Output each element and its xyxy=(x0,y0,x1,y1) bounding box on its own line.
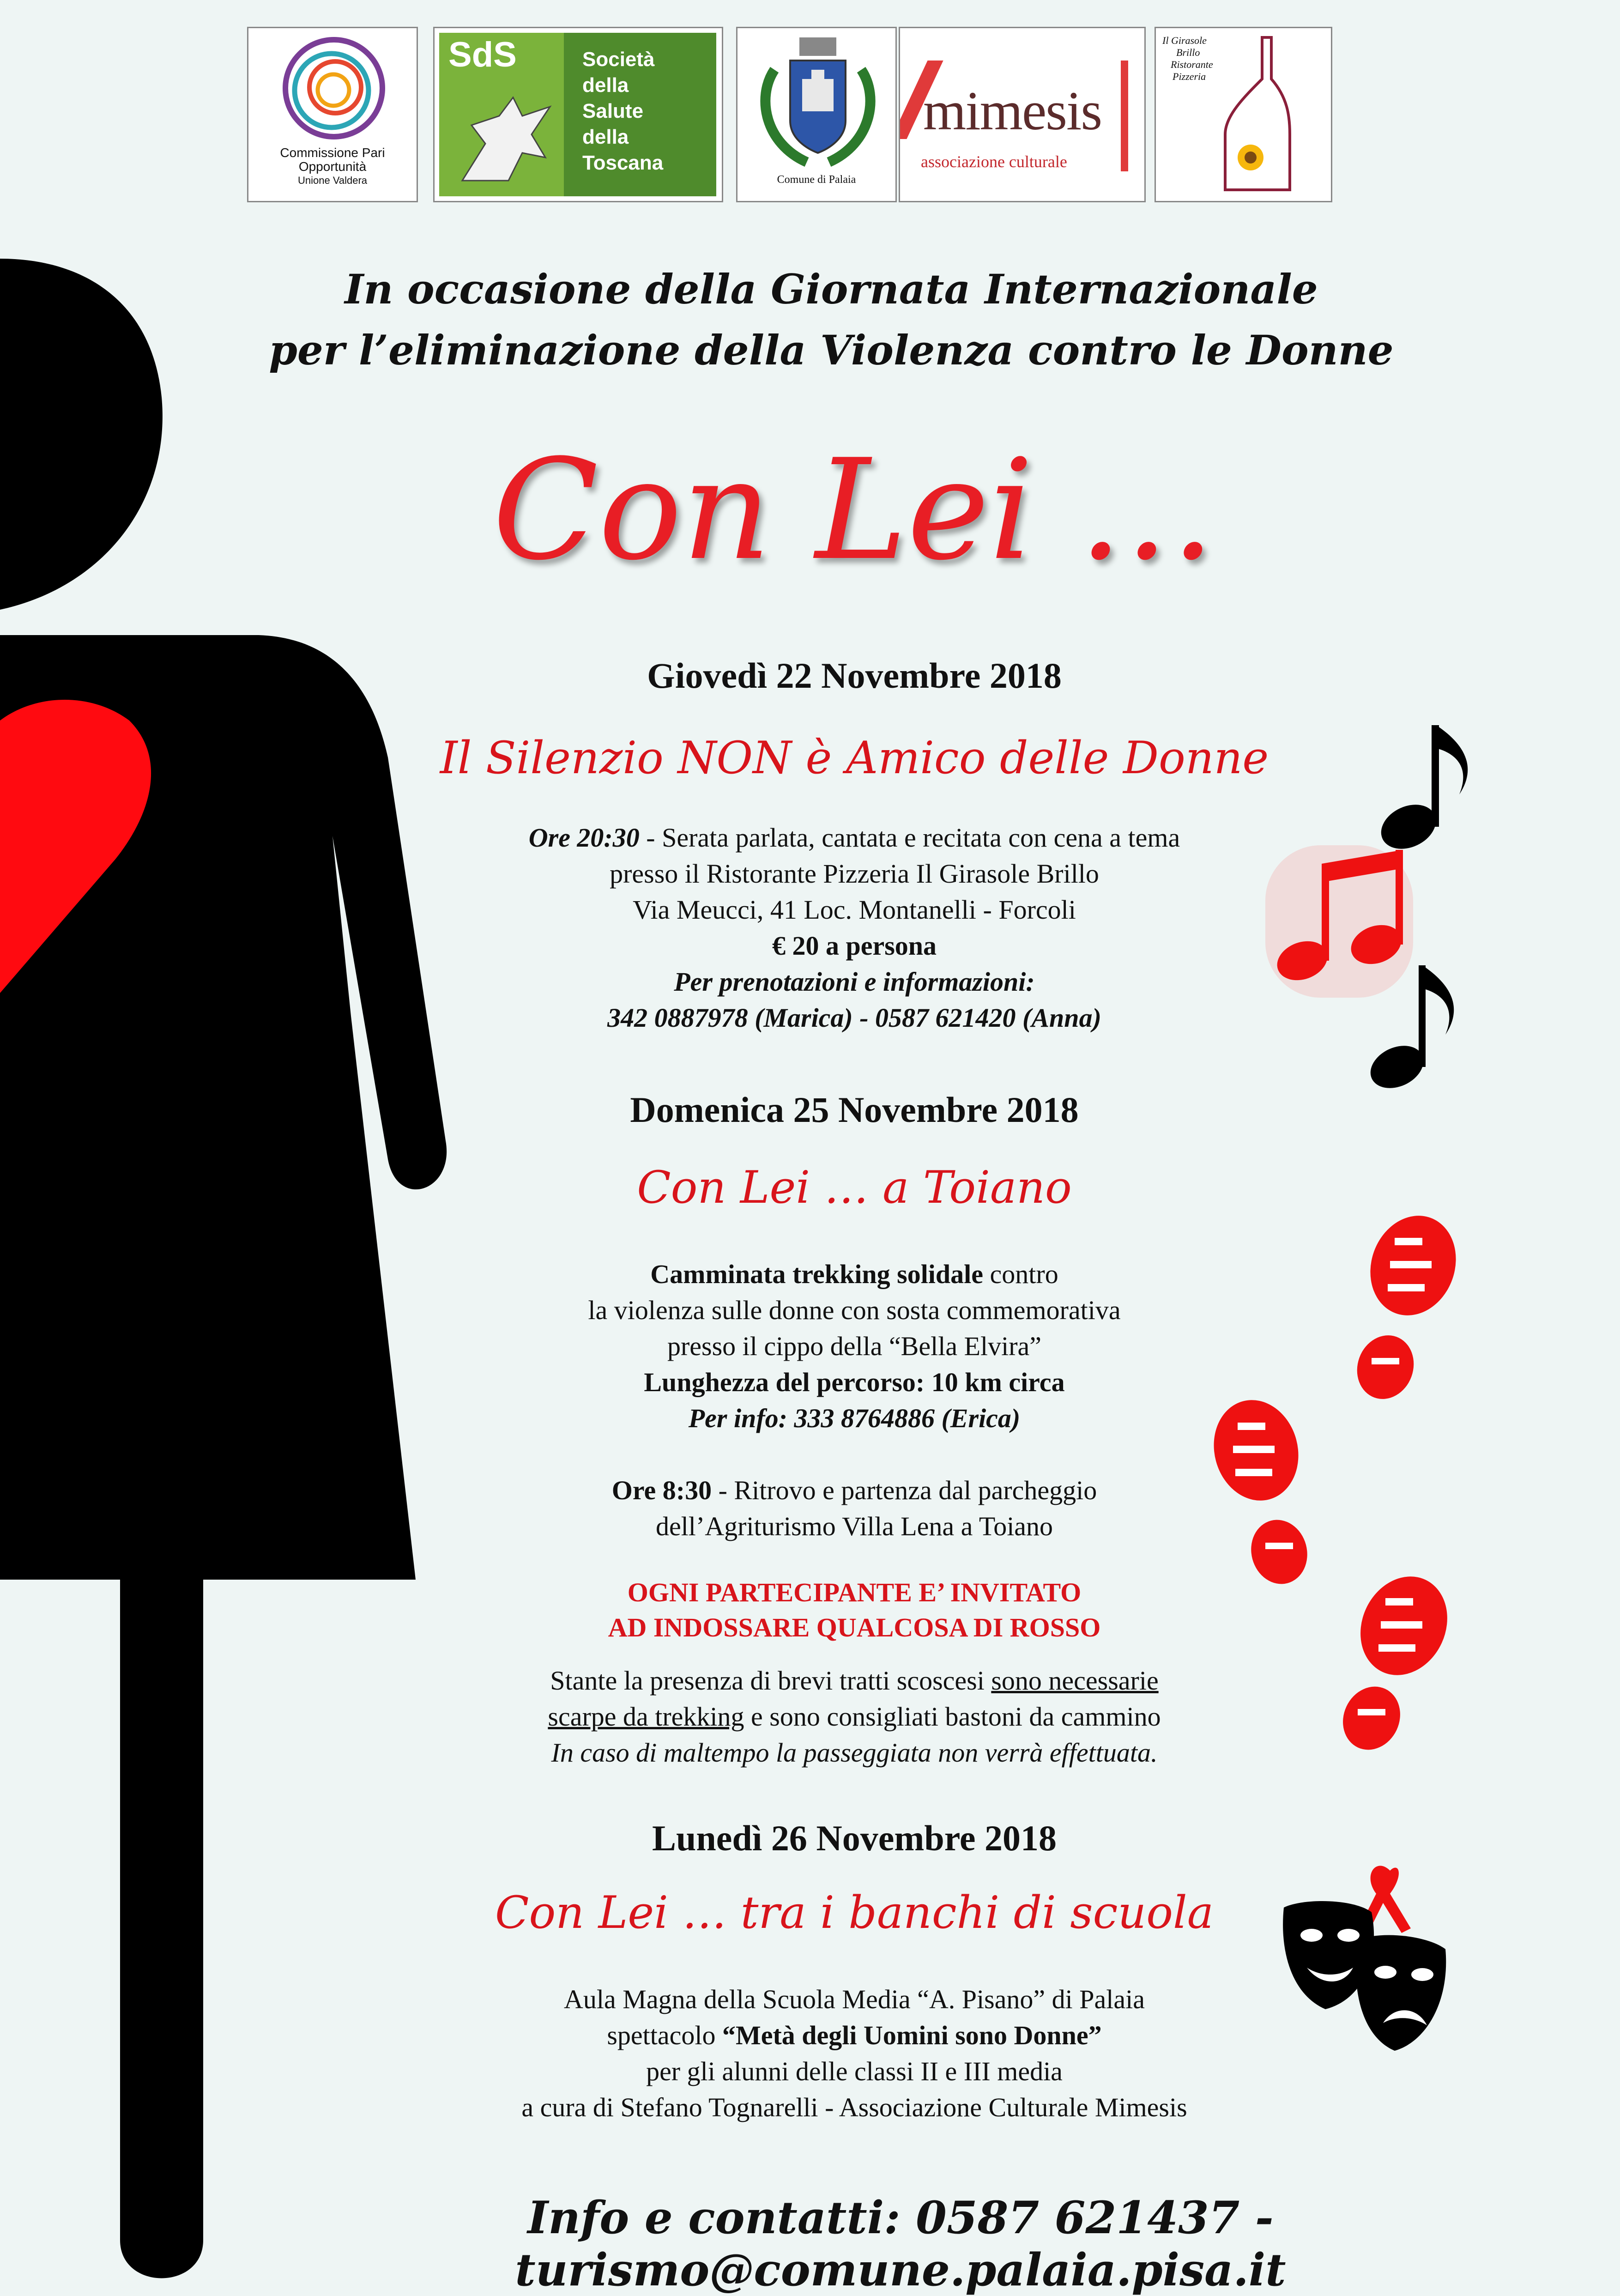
event1-date: Giovedì 22 Novembre 2018 xyxy=(647,655,1062,696)
event2-time-rest: - Ritrovo e partenza dal parcheggio xyxy=(712,1475,1097,1505)
event3-date: Lunedì 26 Novembre 2018 xyxy=(652,1818,1057,1858)
girasole-line2: Brillo xyxy=(1176,47,1200,58)
footprint-icon xyxy=(1330,1570,1459,1774)
event1-booking: Per prenotazioni e informazioni: xyxy=(674,967,1035,997)
event1-line2: presso il Ristorante Pizzeria Il Girasole Brillo xyxy=(610,859,1099,889)
footer-contacts xyxy=(208,2192,1593,2296)
event2-line2: la violenza sulle donne con sosta commemorativa xyxy=(588,1295,1121,1325)
event3-subtitle: Con Lei … tra i banchi di scuola xyxy=(495,1887,1214,1939)
sds-line2: della xyxy=(582,74,629,97)
event3-show-b: “Metà degli Uomini sono Donne” xyxy=(722,2020,1102,2050)
footer-label: Info e contatti: xyxy=(527,2192,901,2244)
event2-note1a: Stante la presenza di brevi tratti scoscesi xyxy=(550,1666,991,1696)
theater-masks-icon xyxy=(1275,1857,1469,2088)
girasole-logo xyxy=(1155,27,1332,202)
footer-phone: 0587 621437 xyxy=(900,2192,1240,2244)
event2-length: Lunghezza del percorso: 10 km circa xyxy=(644,1367,1065,1397)
sds-line1: Società xyxy=(582,48,655,71)
intro-line1: In occasione della Giornata Internazionale xyxy=(345,265,1318,313)
event2-note2u: scarpe da trekking xyxy=(548,1702,744,1732)
event1-phones: 342 0887978 (Marica) - 0587 621420 (Anna) xyxy=(607,1003,1101,1033)
event3-line3: per gli alunni delle classi II e III media xyxy=(646,2056,1063,2086)
cpo-line1: Commissione Pari xyxy=(280,145,385,160)
music-note-icon xyxy=(1362,707,1482,859)
footer-email[interactable]: turismo@comune.palaia.pisa.it xyxy=(515,2244,1286,2296)
music-note-icon xyxy=(1358,956,1469,1095)
palaia-logo xyxy=(736,27,897,202)
event3-show-a: spettacolo xyxy=(607,2020,722,2050)
spiral-icon xyxy=(248,28,418,144)
coat-of-arms-icon xyxy=(737,28,897,176)
event2-date: Domenica 25 Novembre 2018 xyxy=(630,1090,1079,1130)
event3-line4: a cura di Stefano Tognarelli - Associazione Culturale Mimesis xyxy=(521,2092,1187,2122)
footprint-icon xyxy=(1339,1210,1469,1413)
sds-line5: Toscana xyxy=(582,151,664,174)
event2-note1u: sono necessarie xyxy=(991,1666,1159,1696)
pegasus-icon xyxy=(453,88,559,190)
mimesis-name: mimesis xyxy=(923,80,1102,141)
girasole-line4: Pizzeria xyxy=(1173,71,1206,82)
event2-info: Per info: 333 8764886 (Erica) xyxy=(688,1403,1021,1433)
sds-logo xyxy=(433,27,723,202)
event2-notice2: AD INDOSSARE QUALCOSA DI ROSSO xyxy=(608,1612,1101,1642)
sds-abbr: SdS xyxy=(448,35,517,74)
page-title: Con Lei … xyxy=(492,430,1216,591)
event2-place: dell’Agriturismo Villa Lena a Toiano xyxy=(655,1511,1053,1541)
event1-time: Ore 20:30 xyxy=(528,823,640,853)
sds-line4: della xyxy=(582,126,629,148)
mimesis-sub: associazione culturale xyxy=(921,152,1067,171)
event2-notice1: OGNI PARTECIPANTE E’ INVITATO xyxy=(627,1577,1082,1607)
event3-line1: Aula Magna della Scuola Media “A. Pisano” di Palaia xyxy=(564,1984,1145,2014)
girasole-line3: Ristorante xyxy=(1171,59,1213,70)
event2-notes xyxy=(393,1663,1316,1771)
sunflower-icon xyxy=(1238,145,1263,170)
event2-walk-rest: contro xyxy=(983,1259,1058,1289)
event2-walk: Camminata trekking solidale xyxy=(650,1259,984,1289)
mimesis-logo xyxy=(899,27,1146,202)
girasole-line1: Il Girasole xyxy=(1162,35,1207,46)
event1-subtitle: Il Silenzio NON è Amico delle Donne xyxy=(440,732,1269,784)
event2-note2b: e sono consigliati bastoni da cammino xyxy=(744,1702,1161,1732)
sds-line3: Salute xyxy=(582,100,644,122)
event3-details xyxy=(369,1981,1339,2126)
palaia-label: Comune di Palaia xyxy=(777,174,856,186)
event1-line3: Via Meucci, 41 Loc. Montanelli - Forcoli xyxy=(633,895,1076,925)
event2-note3: In caso di maltempo la passeggiata non verrà effettuata. xyxy=(551,1738,1158,1768)
event1-details xyxy=(393,820,1316,1036)
bottle-icon xyxy=(1207,33,1299,199)
footprint-icon xyxy=(1201,1395,1330,1598)
event2-line3: presso il cippo della “Bella Elvira” xyxy=(667,1331,1042,1361)
cpo-logo xyxy=(247,27,418,202)
intro-line2: per l’eliminazione della Violenza contro le Donne xyxy=(269,326,1394,374)
event2-subtitle: Con Lei … a Toiano xyxy=(637,1162,1072,1213)
event2-details xyxy=(393,1256,1316,1545)
cpo-line2: Opportunità xyxy=(298,159,367,174)
event1-price: € 20 a persona xyxy=(772,931,937,961)
footer-sep: - xyxy=(1239,2192,1274,2244)
cpo-line3: Unione Valdera xyxy=(297,175,368,186)
event1-line1: - Serata parlata, cantata e recitata con cena a tema xyxy=(639,823,1180,853)
event2-time: Ore 8:30 xyxy=(611,1475,712,1505)
